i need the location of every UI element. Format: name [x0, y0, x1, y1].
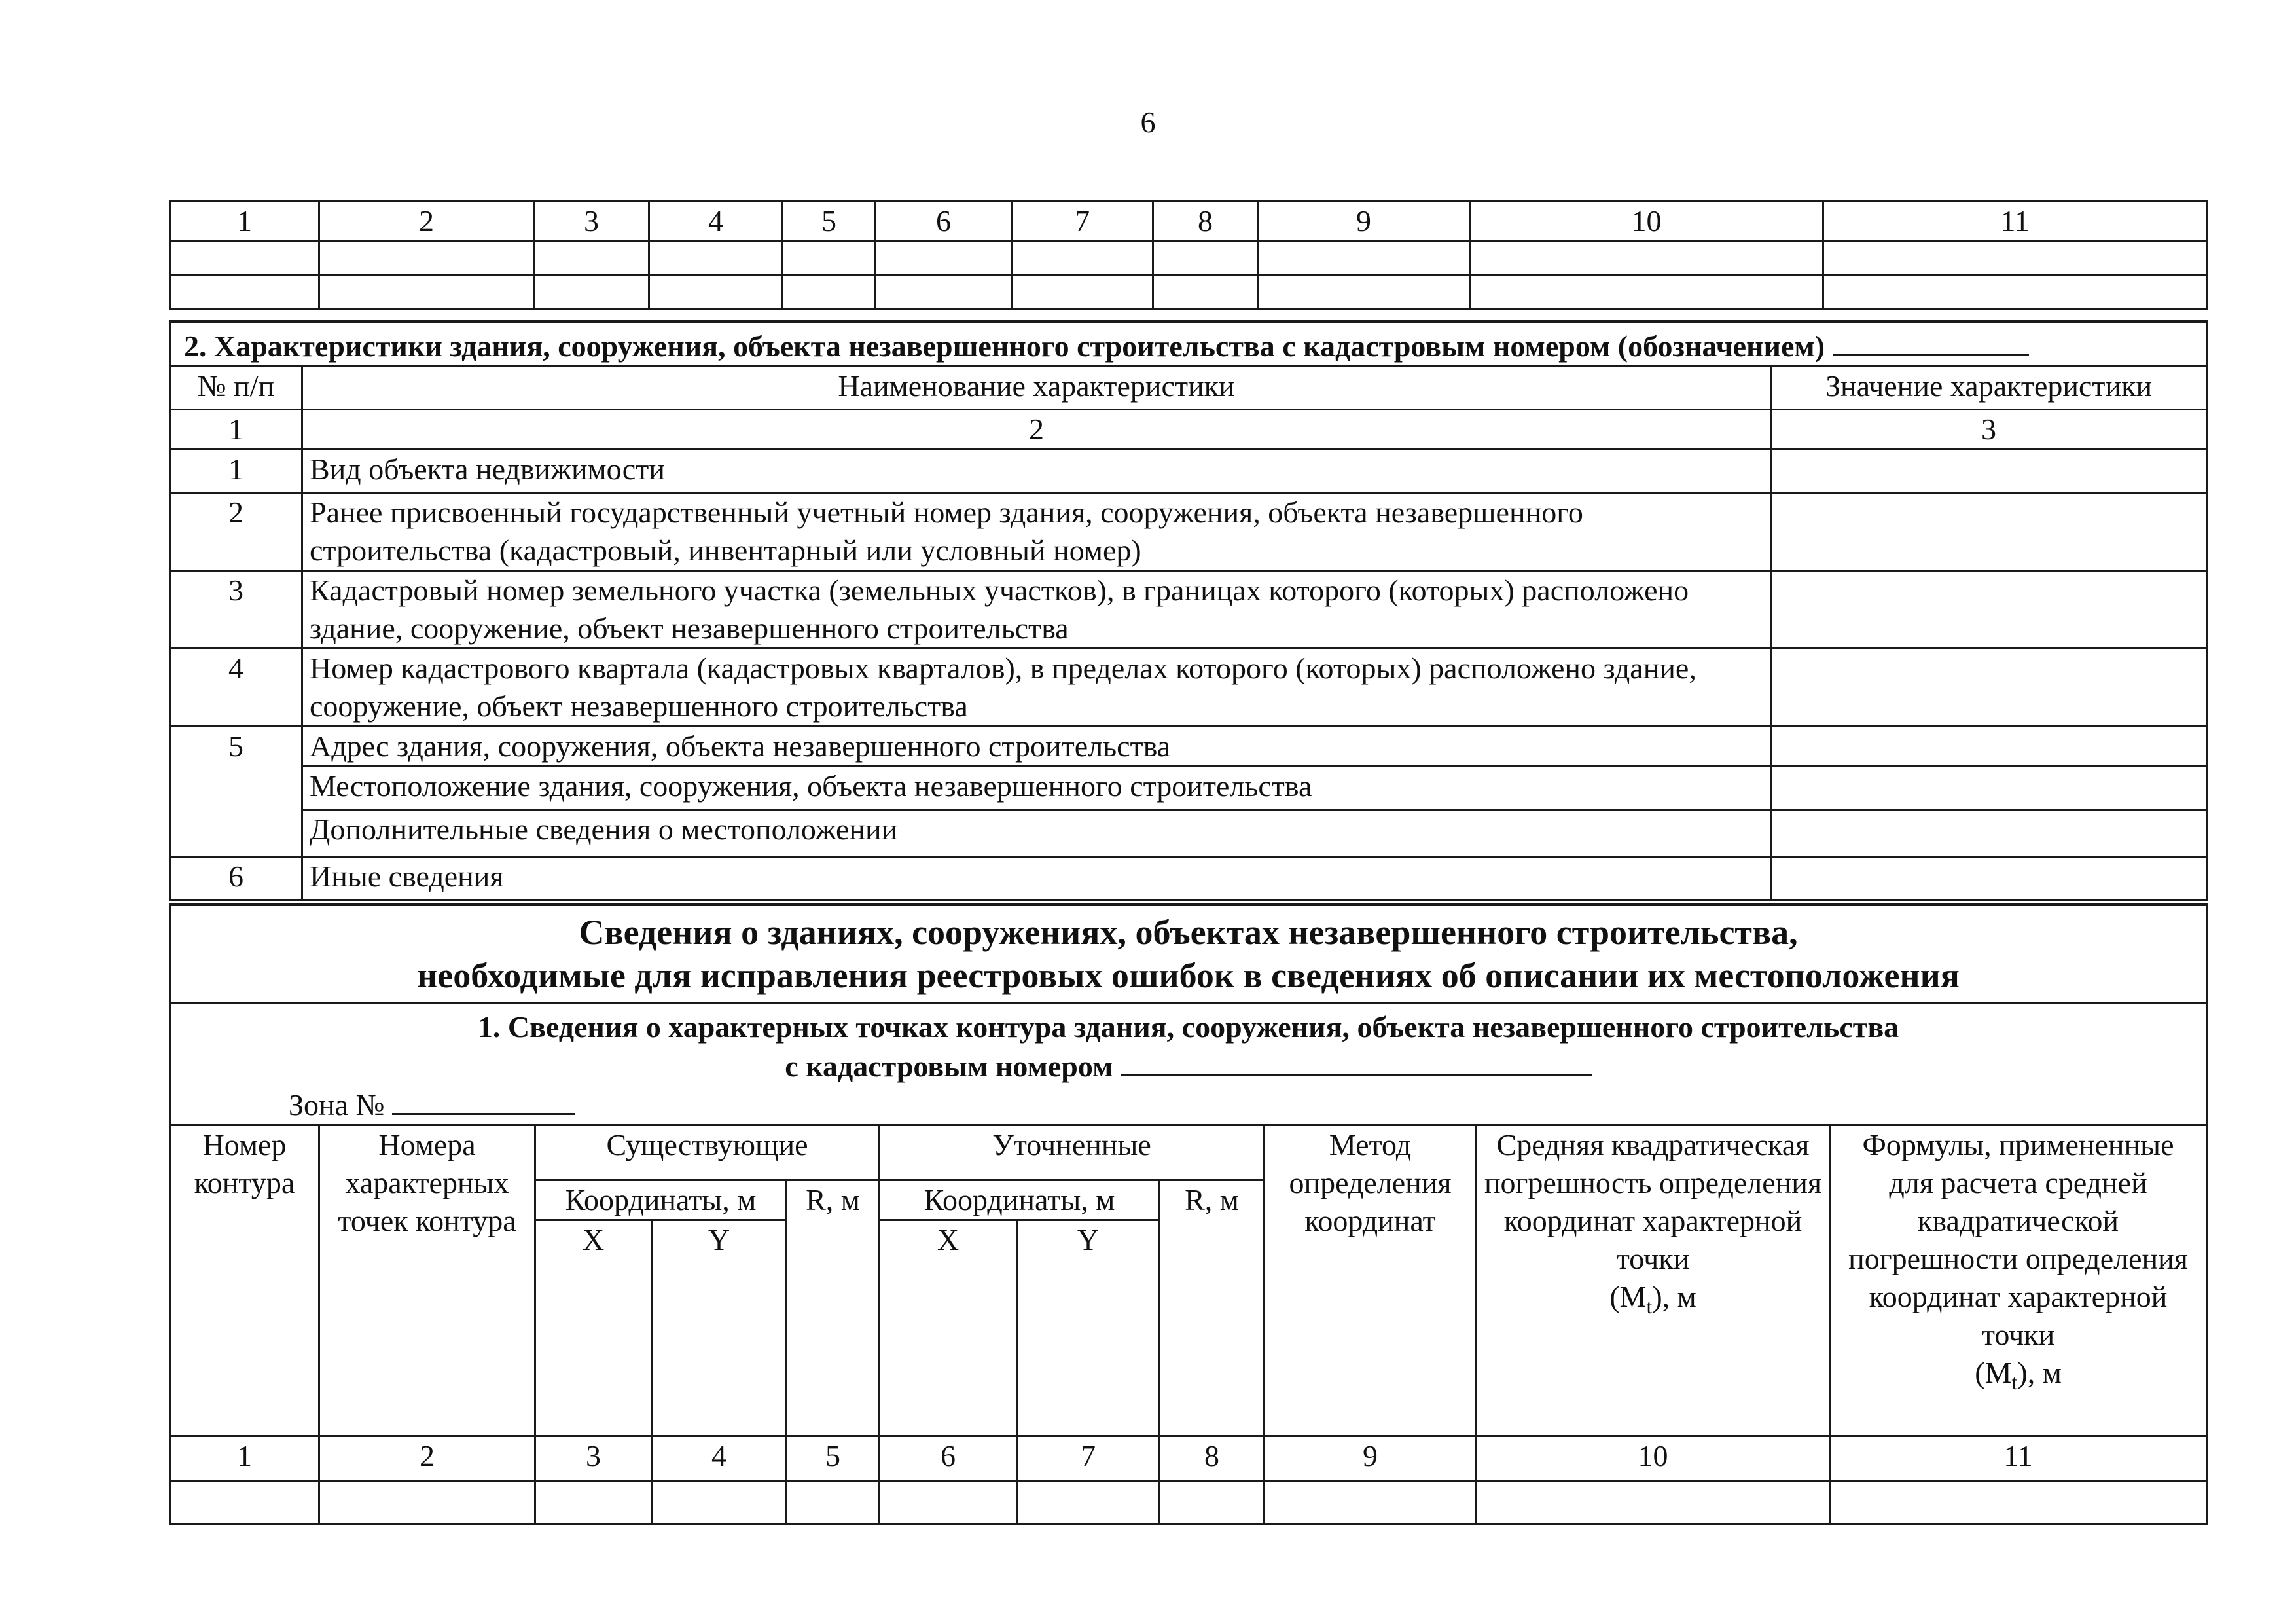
row-value[interactable]: [1771, 727, 2207, 767]
table-row: [170, 727, 2207, 767]
table-header-row: [170, 367, 2207, 410]
col-numbers-row: [170, 1436, 2207, 1481]
header-x-existing: X: [535, 1220, 652, 1436]
header-y-refined: Y: [1017, 1220, 1160, 1436]
col-number-cell: 11: [1823, 202, 2207, 242]
row-name: Вид объекта недвижимости: [302, 450, 1771, 493]
col-number-cell: 7: [1012, 202, 1153, 242]
header-r-existing: R, м: [787, 1180, 880, 1436]
table-cell[interactable]: [534, 276, 649, 310]
table-cell[interactable]: [1470, 242, 1823, 276]
zone-label: Зона №: [289, 1088, 385, 1122]
header-num: № п/п: [170, 367, 302, 410]
row-name: Дополнительные сведения о местоположении: [302, 810, 1771, 857]
table-cell[interactable]: [319, 276, 534, 310]
row-number: 5: [170, 727, 302, 857]
row-name: Номер кадастрового квартала (кадастровых кварталов), в пределах которого (которых) расположено здание, сооружение, объект незавершенного строительства: [302, 649, 1771, 727]
header-mean-error: [1477, 1125, 1830, 1436]
cadastral-number-blank[interactable]: [1121, 1048, 1592, 1076]
col-number-cell: 2: [319, 202, 534, 242]
section-title-line2: необходимые для исправления реестровых ошибок в сведениях об описании их местоположения: [417, 956, 1960, 995]
header-coordinates-existing: Координаты, м: [535, 1180, 787, 1220]
table-cell[interactable]: [1012, 276, 1153, 310]
table-cell[interactable]: [787, 1481, 880, 1524]
header-y-existing: Y: [652, 1220, 787, 1436]
header-point-numbers: Номера характерных точек контура: [319, 1125, 535, 1436]
col-number-cell: 9: [1258, 202, 1470, 242]
table-header-row: [170, 1125, 2207, 1180]
row-name: Иные сведения: [302, 857, 1771, 900]
table-cell[interactable]: [1258, 242, 1470, 276]
table-cell[interactable]: [1823, 276, 2207, 310]
table-cell[interactable]: [170, 242, 319, 276]
col-number-cell: 4: [649, 202, 783, 242]
table-cell[interactable]: [1477, 1481, 1830, 1524]
col-number-cell: 8: [1160, 1436, 1265, 1481]
cadastral-number-blank[interactable]: [1833, 328, 2029, 356]
corrections-table: [169, 903, 2208, 1525]
table-cell[interactable]: [876, 242, 1012, 276]
table-cell[interactable]: [1265, 1481, 1477, 1524]
table-cell[interactable]: [1160, 1481, 1265, 1524]
zone-number-blank[interactable]: [392, 1087, 575, 1115]
row-name: Местоположение здания, сооружения, объекта незавершенного строительства: [302, 767, 1771, 810]
header-coordinates-refined: Координаты, м: [880, 1180, 1160, 1220]
table-row: [170, 450, 2207, 493]
mt-sub: t: [2011, 1370, 2018, 1394]
table-row: [170, 767, 2207, 810]
table-cell[interactable]: [1258, 276, 1470, 310]
row-name: Кадастровый номер земельного участка (земельных участков), в границах которого (которых) расположено здание, сооружение, объект незавершенного строительства: [302, 571, 1771, 649]
col-numbers-row: [170, 410, 2207, 450]
col-number-cell: 3: [535, 1436, 652, 1481]
header-contour-number: Номер контура: [170, 1125, 319, 1436]
table-row: [170, 649, 2207, 727]
row-value[interactable]: [1771, 450, 2207, 493]
mean-error-label: Средняя квадратическая погрешность определения координат характерной точки: [1484, 1128, 1822, 1275]
table-row: [170, 242, 2207, 276]
col-number-cell: 3: [534, 202, 649, 242]
mt-prefix: (M: [1609, 1280, 1647, 1313]
col-number-cell: 10: [1477, 1436, 1830, 1481]
table-cell[interactable]: [535, 1481, 652, 1524]
table-cell[interactable]: [1470, 276, 1823, 310]
mt-suffix: ), м: [1652, 1280, 1696, 1313]
subsection-title-text: с кадастровым номером: [785, 1049, 1113, 1083]
header-value: Значение характеристики: [1771, 367, 2207, 410]
col-number-cell: 6: [880, 1436, 1017, 1481]
col-number-cell: 1: [170, 410, 302, 450]
mt-prefix: (M: [1975, 1356, 2012, 1389]
page-number: 6: [1140, 105, 1156, 139]
table-cell[interactable]: [652, 1481, 787, 1524]
table-cell[interactable]: [1830, 1481, 2207, 1524]
table-row: [170, 276, 2207, 310]
table-row: [170, 857, 2207, 900]
table-cell[interactable]: [880, 1481, 1017, 1524]
characteristics-table: [169, 320, 2208, 901]
table-cell[interactable]: [783, 276, 876, 310]
table-cell[interactable]: [319, 242, 534, 276]
table-cell[interactable]: [1012, 242, 1153, 276]
row-value[interactable]: [1771, 571, 2207, 649]
col-number-cell: 9: [1265, 1436, 1477, 1481]
header-existing: Существующие: [535, 1125, 880, 1180]
table-cell[interactable]: [649, 242, 783, 276]
col-number-cell: 1: [170, 202, 319, 242]
header-r-refined: R, м: [1160, 1180, 1265, 1436]
row-number: 1: [170, 450, 302, 493]
col-number-cell: 5: [783, 202, 876, 242]
row-value[interactable]: [1771, 767, 2207, 810]
points-table-continued: [169, 200, 2208, 310]
row-value[interactable]: [1771, 493, 2207, 571]
table-row: [170, 810, 2207, 857]
header-formulas: [1830, 1125, 2207, 1436]
table-row: [170, 571, 2207, 649]
subsection-title-line2: [177, 1047, 2199, 1086]
table-cell[interactable]: [534, 242, 649, 276]
table-cell[interactable]: [1153, 276, 1258, 310]
row-value[interactable]: [1771, 649, 2207, 727]
col-number-cell: 2: [302, 410, 1771, 450]
table-header-row: [170, 202, 2207, 242]
mt-sub: t: [1646, 1294, 1653, 1318]
header-x-refined: X: [880, 1220, 1017, 1436]
table-cell[interactable]: [170, 1481, 319, 1524]
row-number: 4: [170, 649, 302, 727]
table-row: [170, 493, 2207, 571]
table-cell[interactable]: [649, 276, 783, 310]
row-number: 2: [170, 493, 302, 571]
table-cell[interactable]: [319, 1481, 535, 1524]
col-number-cell: 8: [1153, 202, 1258, 242]
section-title: [170, 322, 2207, 367]
subsection-header: [170, 1003, 2207, 1125]
col-number-cell: 11: [1830, 1436, 2207, 1481]
mt-label: [1484, 1278, 1822, 1325]
col-number-cell: 7: [1017, 1436, 1160, 1481]
table-row: [170, 1481, 2207, 1524]
row-value[interactable]: [1771, 810, 2207, 857]
table-cell[interactable]: [1017, 1481, 1160, 1524]
col-number-cell: 6: [876, 202, 1012, 242]
zone-line: [177, 1086, 2199, 1124]
row-number: 6: [170, 857, 302, 900]
formulas-label: Формулы, примененные для расчета средней квадратической погрешности определения координат характерной точки: [1848, 1128, 2188, 1351]
mt-label: [1837, 1354, 2199, 1401]
col-number-cell: 2: [319, 1436, 535, 1481]
row-name: Адрес здания, сооружения, объекта незавершенного строительства: [302, 727, 1771, 767]
row-name: Ранее присвоенный государственный учетный номер здания, сооружения, объекта незавершенного строительства (кадастровый, инвентарный или условный номер): [302, 493, 1771, 571]
header-name: Наименование характеристики: [302, 367, 1771, 410]
section-title-text: 2. Характеристики здания, сооружения, объекта незавершенного строительства с кадастровым номером (обозначением): [184, 329, 1825, 363]
subsection-title-line1: 1. Сведения о характерных точках контура здания, сооружения, объекта незавершенного строительства: [477, 1010, 1899, 1044]
table-cell[interactable]: [876, 276, 1012, 310]
mt-suffix: ), м: [2017, 1356, 2062, 1389]
table-cell[interactable]: [170, 276, 319, 310]
header-method: Метод определения координат: [1265, 1125, 1477, 1436]
col-number-cell: 3: [1771, 410, 2207, 450]
col-number-cell: 10: [1470, 202, 1823, 242]
col-number-cell: 4: [652, 1436, 787, 1481]
section-title: [170, 905, 2207, 1003]
section-title-line1: Сведения о зданиях, сооружениях, объектах незавершенного строительства,: [579, 913, 1798, 952]
table-cell[interactable]: [783, 242, 876, 276]
table-cell[interactable]: [1823, 242, 2207, 276]
row-value[interactable]: [1771, 857, 2207, 900]
col-number-cell: 5: [787, 1436, 880, 1481]
row-number: 3: [170, 571, 302, 649]
table-cell[interactable]: [1153, 242, 1258, 276]
header-refined: Уточненные: [880, 1125, 1265, 1180]
col-number-cell: 1: [170, 1436, 319, 1481]
